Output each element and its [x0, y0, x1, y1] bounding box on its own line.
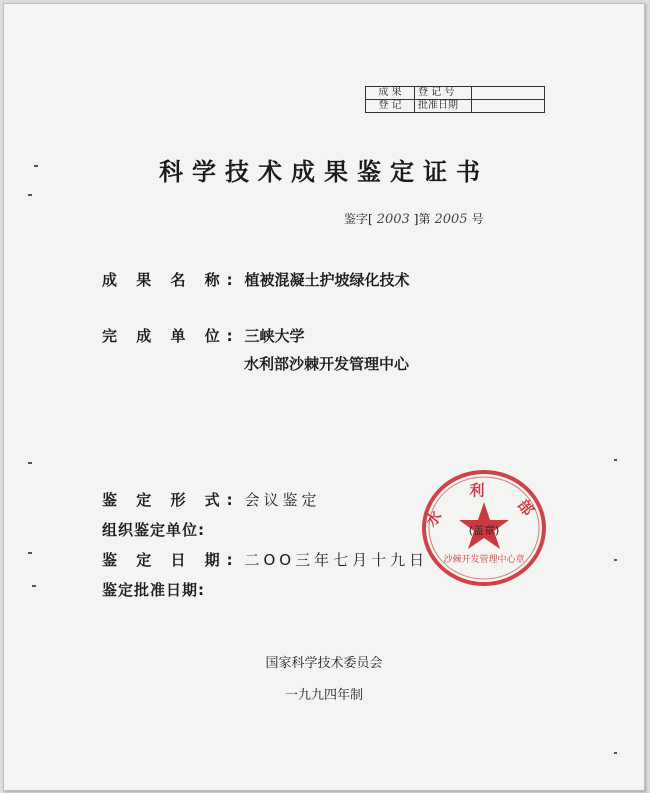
appraisal-date-row	[102, 549, 428, 570]
completing-unit-label: 完 成 单 位:	[102, 327, 240, 345]
completing-unit-row-2	[244, 353, 409, 374]
official-seal	[414, 462, 554, 592]
seal-top-text-path: 水 利 部	[422, 481, 546, 531]
registration-blank	[472, 100, 545, 113]
completing-unit-value-1: 三峡大学	[244, 327, 305, 345]
scan-mark	[28, 194, 32, 196]
achievement-name-value: 植被混凝土护坡绿化技术	[244, 271, 410, 289]
scan-mark	[614, 752, 617, 754]
organizer-row	[102, 519, 205, 540]
appraisal-form-row	[102, 489, 320, 510]
seal-middle-text: (盖章)	[468, 524, 500, 537]
organizer-label: 组织鉴定单位:	[102, 521, 205, 539]
completing-unit-value-2: 水利部沙棘开发管理中心	[244, 355, 410, 373]
achievement-name-label: 成 果 名 称:	[102, 271, 240, 289]
scan-mark	[614, 459, 617, 461]
registration-label: 登 记	[366, 100, 415, 113]
reference-prefix: 鉴字[	[344, 212, 373, 226]
appraisal-form-label: 鉴 定 形 式:	[102, 491, 240, 509]
approval-date-row	[102, 579, 205, 600]
scan-mark	[28, 462, 32, 464]
approval-date-label: 鉴定批准日期:	[102, 581, 205, 599]
appraisal-form-value: 会议鉴定	[244, 491, 321, 509]
issue-year: 一九九四年制	[284, 688, 363, 703]
document-title: 科学技术成果鉴定证书	[159, 158, 489, 186]
reference-number	[344, 210, 484, 227]
registration-label: 成 果	[366, 87, 415, 100]
appraisal-date-label: 鉴 定 日 期:	[102, 551, 240, 569]
achievement-name-row	[102, 269, 409, 290]
registration-field: 登 记 号	[415, 87, 472, 100]
issuer: 国家科学技术委员会	[265, 656, 383, 671]
scan-mark	[32, 585, 36, 587]
scan-mark	[614, 559, 617, 561]
registration-blank	[472, 87, 545, 100]
scan-mark	[28, 552, 32, 554]
seal-bottom-text: 沙棘开发管理中心章	[443, 555, 525, 565]
scan-mark	[34, 165, 38, 167]
reference-year: 2003	[376, 212, 410, 227]
reference-suffix: 号	[471, 212, 484, 226]
appraisal-date-value: 二OO三年七月十九日	[244, 551, 429, 569]
completing-unit-row	[102, 325, 304, 346]
registration-field: 批准日期	[415, 100, 472, 113]
reference-number-value: 2005	[434, 212, 468, 227]
registration-table	[365, 86, 545, 113]
registration-row	[366, 100, 545, 113]
certificate-page	[3, 3, 645, 791]
reference-middle: ]第	[413, 212, 431, 226]
registration-row	[366, 87, 545, 100]
